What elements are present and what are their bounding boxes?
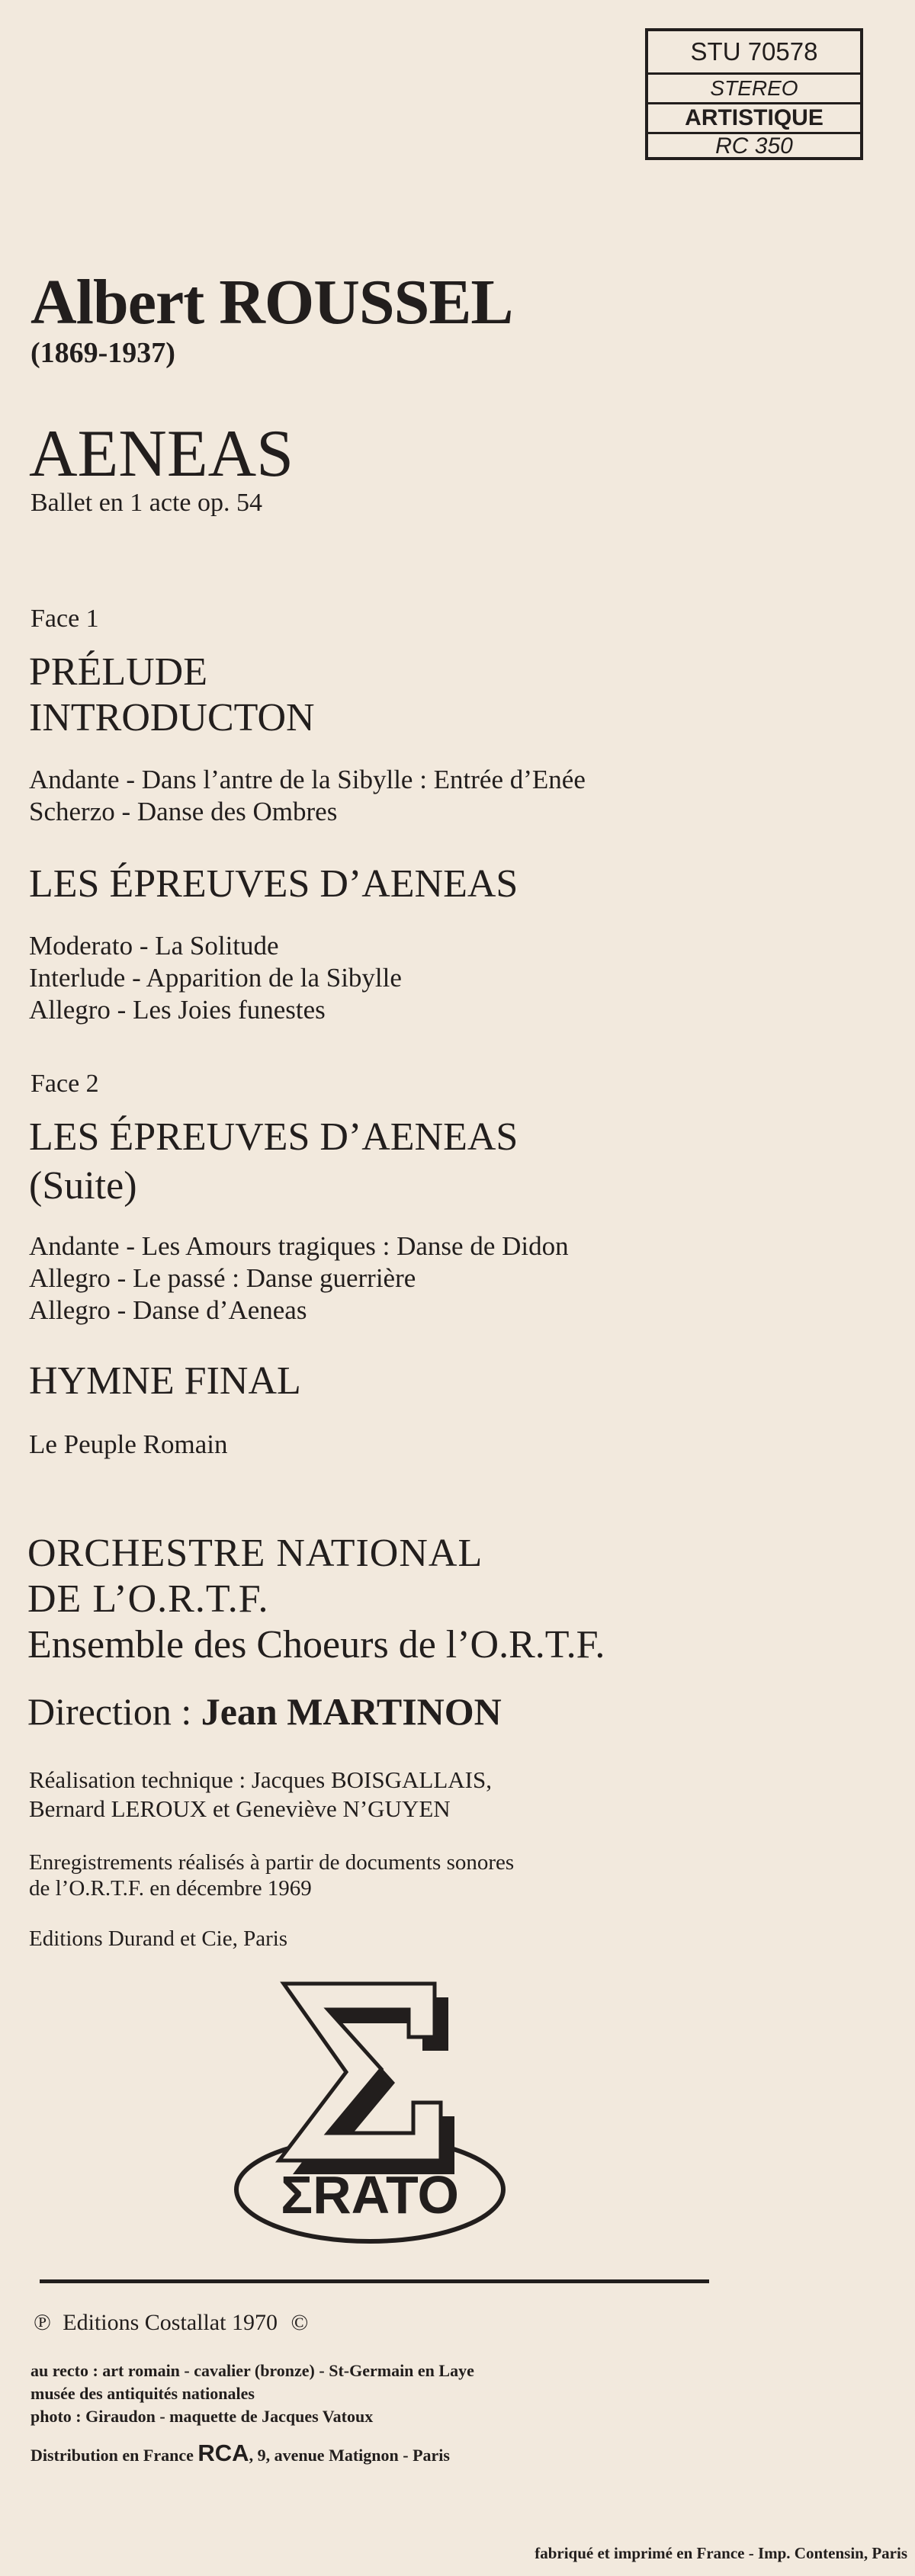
rca-brand: RCA: [197, 2440, 249, 2466]
erato-logo-text: ΣRATO: [281, 2165, 459, 2225]
erato-logo-icon: [214, 1975, 526, 2264]
orchestra-line-2: DE L’O.R.T.F.: [27, 1577, 269, 1621]
face-1-heading-prelude: PRÉLUDE: [29, 650, 207, 694]
face-2-heading-epreuves: LES ÉPREUVES D’AENEAS: [29, 1115, 518, 1159]
track-item: Interlude - Apparition de la Sibylle: [29, 963, 402, 993]
recto-note-2: musée des antiquités nationales: [30, 2384, 255, 2403]
series-label: ARTISTIQUE: [685, 105, 824, 130]
technical-credit-1: Réalisation technique : Jacques BOISGALLAIS,: [29, 1766, 492, 1793]
rc-label: RC 350: [715, 133, 793, 159]
printer-note: fabriqué et imprimé en France - Imp. Contensin, Paris: [535, 2544, 907, 2562]
track-item: Moderato - La Solitude: [29, 931, 279, 961]
track-item: Scherzo - Danse des Ombres: [29, 797, 338, 826]
distribution-prefix: Distribution en France: [30, 2446, 198, 2465]
catalog-number: STU 70578: [690, 37, 818, 66]
face-2-label: Face 2: [30, 1070, 99, 1098]
composer-dates: (1869-1937): [30, 337, 175, 369]
conductor-name: Jean MARTINON: [201, 1690, 502, 1733]
face-1-label: Face 1: [30, 605, 99, 633]
track-item: Andante - Dans l’antre de la Sibylle : Entrée d’Enée: [29, 765, 586, 794]
recording-note-1: Enregistrements réalisés à partir de documents sonores: [29, 1850, 515, 1875]
face-1-heading-epreuves: LES ÉPREUVES D’AENEAS: [29, 862, 518, 906]
stereo-label: STEREO: [710, 76, 798, 100]
track-item: Allegro - Le passé : Danse guerrière: [29, 1263, 416, 1293]
track-item: Allegro - Danse d’Aeneas: [29, 1295, 307, 1325]
distribution-address: , 9, avenue Matignon - Paris: [249, 2446, 450, 2465]
copyright-text: Editions Costallat 1970: [63, 2310, 278, 2335]
footer-rule: [40, 2279, 709, 2283]
face-2-heading-hymne: HYMNE FINAL: [29, 1359, 301, 1403]
divider: [648, 72, 860, 75]
choir-line: Ensemble des Choeurs de l’O.R.T.F.: [27, 1623, 605, 1667]
track-item: Allegro - Les Joies funestes: [29, 995, 326, 1025]
work-subtitle: Ballet en 1 acte op. 54: [30, 489, 263, 517]
track-item: Le Peuple Romain: [29, 1429, 228, 1459]
recording-note-2: de l’O.R.T.F. en décembre 1969: [29, 1876, 312, 1901]
technical-credit-2: Bernard LEROUX et Geneviève N’GUYEN: [29, 1795, 451, 1822]
orchestra-line-1: ORCHESTRE NATIONAL: [27, 1532, 483, 1575]
work-title: AENEAS: [29, 417, 294, 491]
track-item: Andante - Les Amours tragiques : Danse de Didon: [29, 1231, 569, 1261]
direction-label: Direction :: [27, 1690, 201, 1733]
composer-name: Albert ROUSSEL: [30, 267, 513, 338]
photo-note: photo : Giraudon - maquette de Jacques Vatoux: [30, 2407, 374, 2426]
publisher-note: Editions Durand et Cie, Paris: [29, 1926, 288, 1951]
phonogram-symbol: ℗: [34, 2310, 51, 2335]
catalog-box: [645, 28, 863, 160]
copyright-line: [34, 2310, 308, 2336]
face-1-heading-introduction: INTRODUCTON: [29, 696, 315, 739]
copyright-symbol: ©: [291, 2310, 309, 2335]
recto-note-1: au recto : art romain - cavalier (bronze) - St-Germain en Laye: [30, 2361, 474, 2380]
face-2-heading-suite: (Suite): [29, 1164, 137, 1208]
distribution-note: [30, 2442, 450, 2467]
direction-line: [27, 1689, 502, 1734]
